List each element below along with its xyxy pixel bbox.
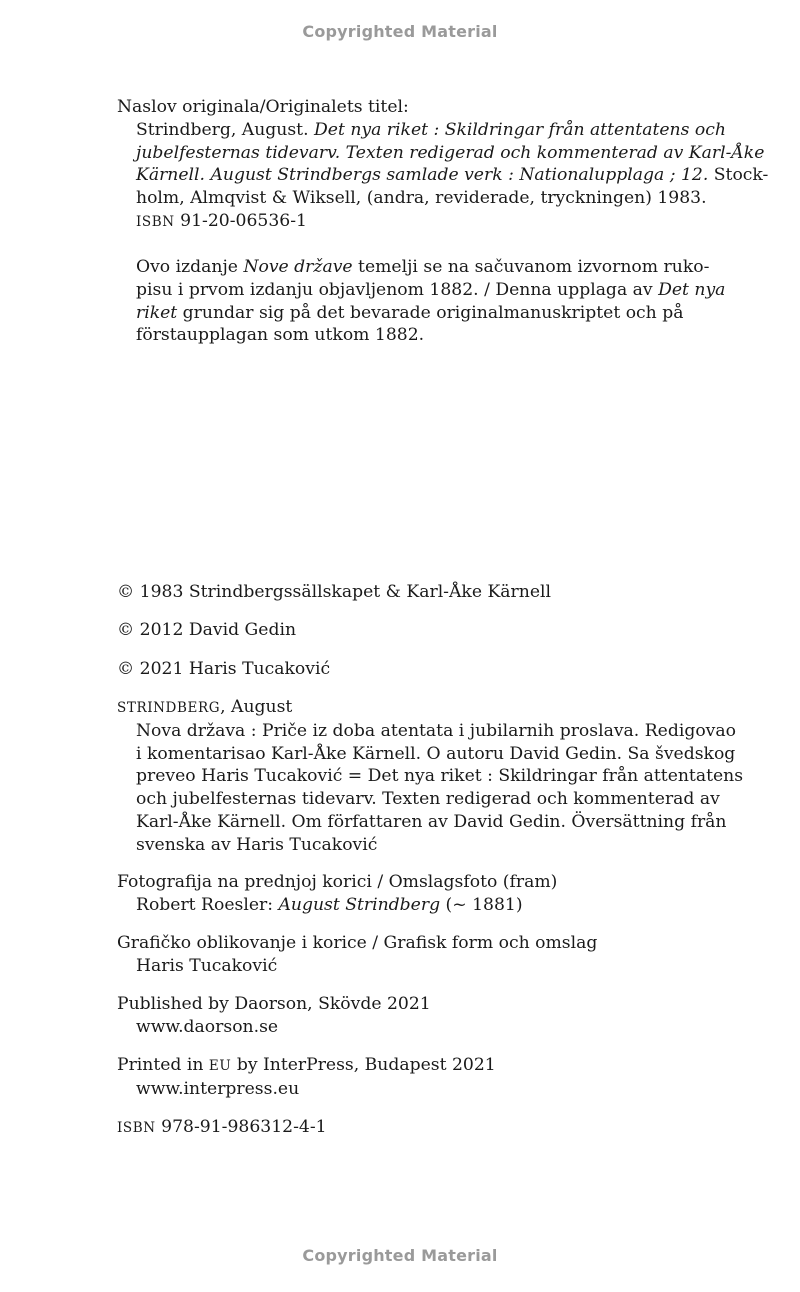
- printer-info: [117, 1054, 717, 1101]
- catalog-entry: [117, 696, 744, 857]
- catalog-line: svenska av Haris Tucaković: [136, 834, 378, 855]
- publisher-heading: Published by Daorson, Skövde 2021: [117, 994, 431, 1014]
- original-title-citation: [117, 119, 769, 234]
- catalog-description: [117, 720, 744, 857]
- watermark-top: Copyrighted Material: [302, 22, 498, 41]
- edition-note: [117, 256, 736, 347]
- catalog-line: Nova država : Priče iz doba atentata i jubilarnih proslava. Redigovao: [136, 720, 736, 741]
- edition-note-line: Ovo izdanje Nove države temelji se na sačuvanom izvornom ruko-: [136, 257, 710, 277]
- design-credit: [117, 932, 717, 978]
- catalog-line: Karl-Åke Kärnell. Om författaren av David Gedin. Översättning från: [136, 811, 727, 832]
- cover-photo-source: Robert Roesler: August Strindberg (~ 1881): [136, 894, 523, 915]
- catalog-author: STRINDBERG, August: [117, 697, 293, 717]
- catalog-line: och jubelfesternas tidevarv. Texten redigerad och kommenterad av: [136, 789, 720, 810]
- isbn-label: ISBN: [117, 1120, 156, 1136]
- citation-line: Strindberg, August. Det nya riket : Skildringar från attentatens och: [136, 119, 726, 140]
- design-name: Haris Tucaković: [136, 955, 278, 976]
- printer-heading: Printed in EU by InterPress, Budapest 2021: [117, 1055, 496, 1075]
- edition-note-line: riket grundar sig på det bevarade originalmanuskriptet och på: [136, 302, 684, 323]
- publisher-url: www.daorson.se: [136, 1016, 279, 1037]
- edition-note-line: pisu i prvom izdanju objavljenom 1882. / Denna upplaga av Det nya: [136, 279, 726, 300]
- original-title-block: [117, 96, 769, 234]
- original-title-heading: Naslov originala/Originalets titel:: [117, 97, 409, 117]
- design-heading: Grafičko oblikovanje i korice / Grafisk form och omslag: [117, 933, 598, 953]
- cover-photo-heading: Fotografija na prednjoj korici / Omslagsfoto (fram): [117, 872, 558, 892]
- publisher-info: [117, 993, 717, 1039]
- citation-line: holm, Almqvist & Wiksell, (andra, reviderade, tryckningen) 1983.: [136, 188, 707, 209]
- catalog-line: i komentarisao Karl-Åke Kärnell. O autoru David Gedin. Sa švedskog: [136, 743, 736, 764]
- watermark-bottom: Copyrighted Material: [302, 1246, 498, 1265]
- cover-photo-credit: [117, 871, 717, 917]
- isbn: [117, 1116, 717, 1140]
- citation-line: jubelfesternas tidevarv. Texten redigerad och kommenterad av Karl-Åke: [136, 142, 765, 163]
- copyright-line: © 2021 Haris Tucaković: [117, 659, 331, 679]
- edition-note-line: förstaupplagan som utkom 1882.: [136, 325, 425, 346]
- catalog-line: preveo Haris Tucaković = Det nya riket : Skildringar från attentatens: [136, 766, 744, 787]
- copyright-line: © 1983 Strindbergssällskapet & Karl-Åke Kärnell: [117, 582, 551, 602]
- original-isbn: ISBN 91-20-06536-1: [136, 210, 307, 231]
- isbn-value: 978-91-986312-4-1: [155, 1117, 327, 1137]
- copyright-line: © 2012 David Gedin: [117, 620, 297, 640]
- printer-url: www.interpress.eu: [136, 1078, 300, 1099]
- citation-line: Kärnell. August Strindbergs samlade verk : Nationalupplaga ; 12. Stock-: [136, 165, 769, 186]
